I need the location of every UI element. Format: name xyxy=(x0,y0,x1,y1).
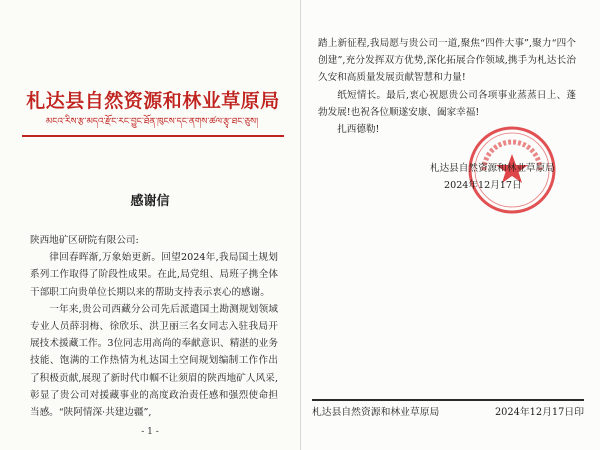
body-paragraph: 律回春晖渐,万象始更新。回望2024年,我局国土规划系列工作取得了阶段性成果。在此,局党组、局班子携全体干部职工向贵单位长期以来的帮助支持表示衷心的感谢。 xyxy=(30,252,278,298)
letterhead-org-name: 札达县自然资源和林业草原局 xyxy=(26,90,280,112)
closing-greeting: 扎西德勒! xyxy=(337,124,380,136)
tibetan-org-name xyxy=(20,112,285,128)
signature-date: 2024年12月17日 xyxy=(444,180,522,192)
body-paragraph: 一年来,贵公司西藏分公司先后派遣国土勘测规划领域专业人员薛羽梅、徐欣乐、洪卫丽三名女同志入驻我局开展技术援藏工作。3位同志用高尚的奉献意识、精湛的业务技能、饱满的工作热情为札达国土空间规划编制工作作出了积极贡献,展现了新时代巾帼不让须眉的陕西地矿人风采,彰显了贵公司对援藏事业的高度政治责任感和强烈使命担当感。“陕阿情深·共建边疆”, xyxy=(30,303,278,419)
letter-body xyxy=(30,232,278,421)
footer-print-date: 2024年12月17日印 xyxy=(494,407,584,418)
body-paragraph: 纸短情长。最后,衷心祝愿贵公司各项事业蒸蒸日上、蓬勃发展!也祝各位顺遂安康、阖家幸福! xyxy=(318,89,576,118)
salutation: 陕西地矿区研院有限公司: xyxy=(30,235,139,246)
letter-title: 感谢信 xyxy=(130,194,170,209)
body-paragraph: 踏上新征程,我局愿与贵公司一道,聚焦“四件大事”,聚力“四个创建”,充分发挥双方优势,深化拓展合作领域,携手为札达长治久安和高质量发展贡献智慧和力量! xyxy=(318,38,576,84)
signature-block xyxy=(430,160,555,194)
footer-issuer: 札达县自然资源和林业草原局 xyxy=(312,407,440,418)
signature-org: 札达县自然资源和林业草原局 xyxy=(430,163,555,174)
footer-rule xyxy=(312,399,584,401)
page-number: - 1 - xyxy=(141,427,159,437)
tibetan-org-name-text: མངའ་རིས་རྩ་མདའ་རྫོང་རང་བྱུང་ཐོན་ཁུངས་དང་ནགས་ཚལ་རྩྭ་ཐང་ཅུས། xyxy=(45,117,259,127)
letter-body-continued xyxy=(318,35,576,138)
letterhead-rule xyxy=(22,135,284,137)
